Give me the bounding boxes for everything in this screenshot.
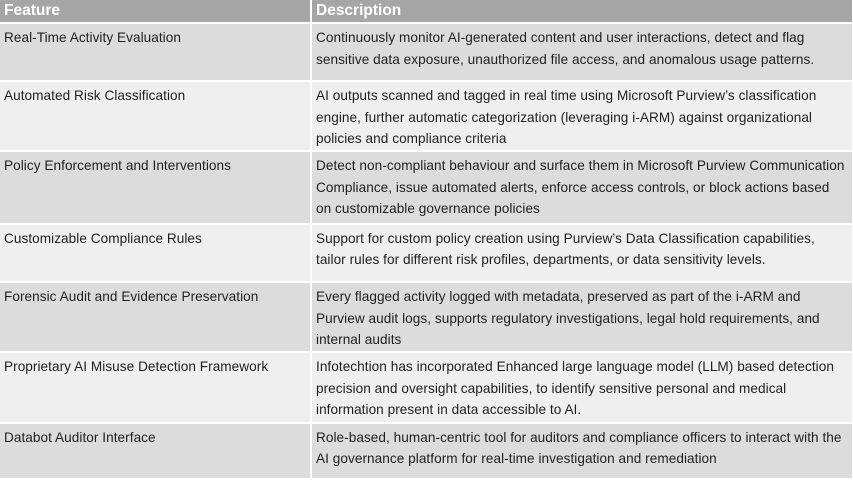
table-row — [0, 423, 853, 479]
description-cell: Detect non-compliant behaviour and surface them in Microsoft Purview Communication Compliance, issue automated alerts, enforce access controls, or block actions based on customizable governance policies — [311, 151, 853, 223]
description-cell: Support for custom policy creation using Purview’s Data Classification capabilities, tailor rules for different risk profiles, departments, or data sensitivity levels. — [311, 224, 853, 282]
table-row — [0, 23, 853, 81]
header-row — [0, 0, 853, 23]
feature-cell: Proprietary AI Misuse Detection Framework — [0, 352, 311, 422]
feature-cell: Databot Auditor Interface — [0, 423, 311, 479]
description-cell: Continuously monitor AI-generated content and user interactions, detect and flag sensitive data exposure, unauthorized file access, and anomalous usage patterns. — [311, 23, 853, 81]
feature-cell: Forensic Audit and Evidence Preservation — [0, 282, 311, 352]
description-cell: AI outputs scanned and tagged in real time using Microsoft Purview’s classification engine, further automatic categorization (leveraging i-ARM) against organizational policies and compliance criteria — [311, 81, 853, 151]
feature-cell: Policy Enforcement and Interventions — [0, 151, 311, 223]
description-cell: Infotechtion has incorporated Enhanced large language model (LLM) based detection precision and oversight capabilities, to identify sensitive personal and medical information present in data accessible to AI. — [311, 352, 853, 422]
feature-cell: Automated Risk Classification — [0, 81, 311, 151]
header-feature: Feature — [0, 0, 311, 23]
table-row — [0, 81, 853, 151]
table-row — [0, 282, 853, 352]
header-description: Description — [311, 0, 853, 23]
table-row — [0, 224, 853, 282]
table-row — [0, 151, 853, 223]
description-cell: Role-based, human-centric tool for auditors and compliance officers to interact with the AI governance platform for real-time investigation and remediation — [311, 423, 853, 479]
description-cell: Every flagged activity logged with metadata, preserved as part of the i-ARM and Purview audit logs, supports regulatory investigations, legal hold requirements, and internal audits — [311, 282, 853, 352]
feature-cell: Customizable Compliance Rules — [0, 224, 311, 282]
feature-cell: Real-Time Activity Evaluation — [0, 23, 311, 81]
table-row — [0, 352, 853, 422]
